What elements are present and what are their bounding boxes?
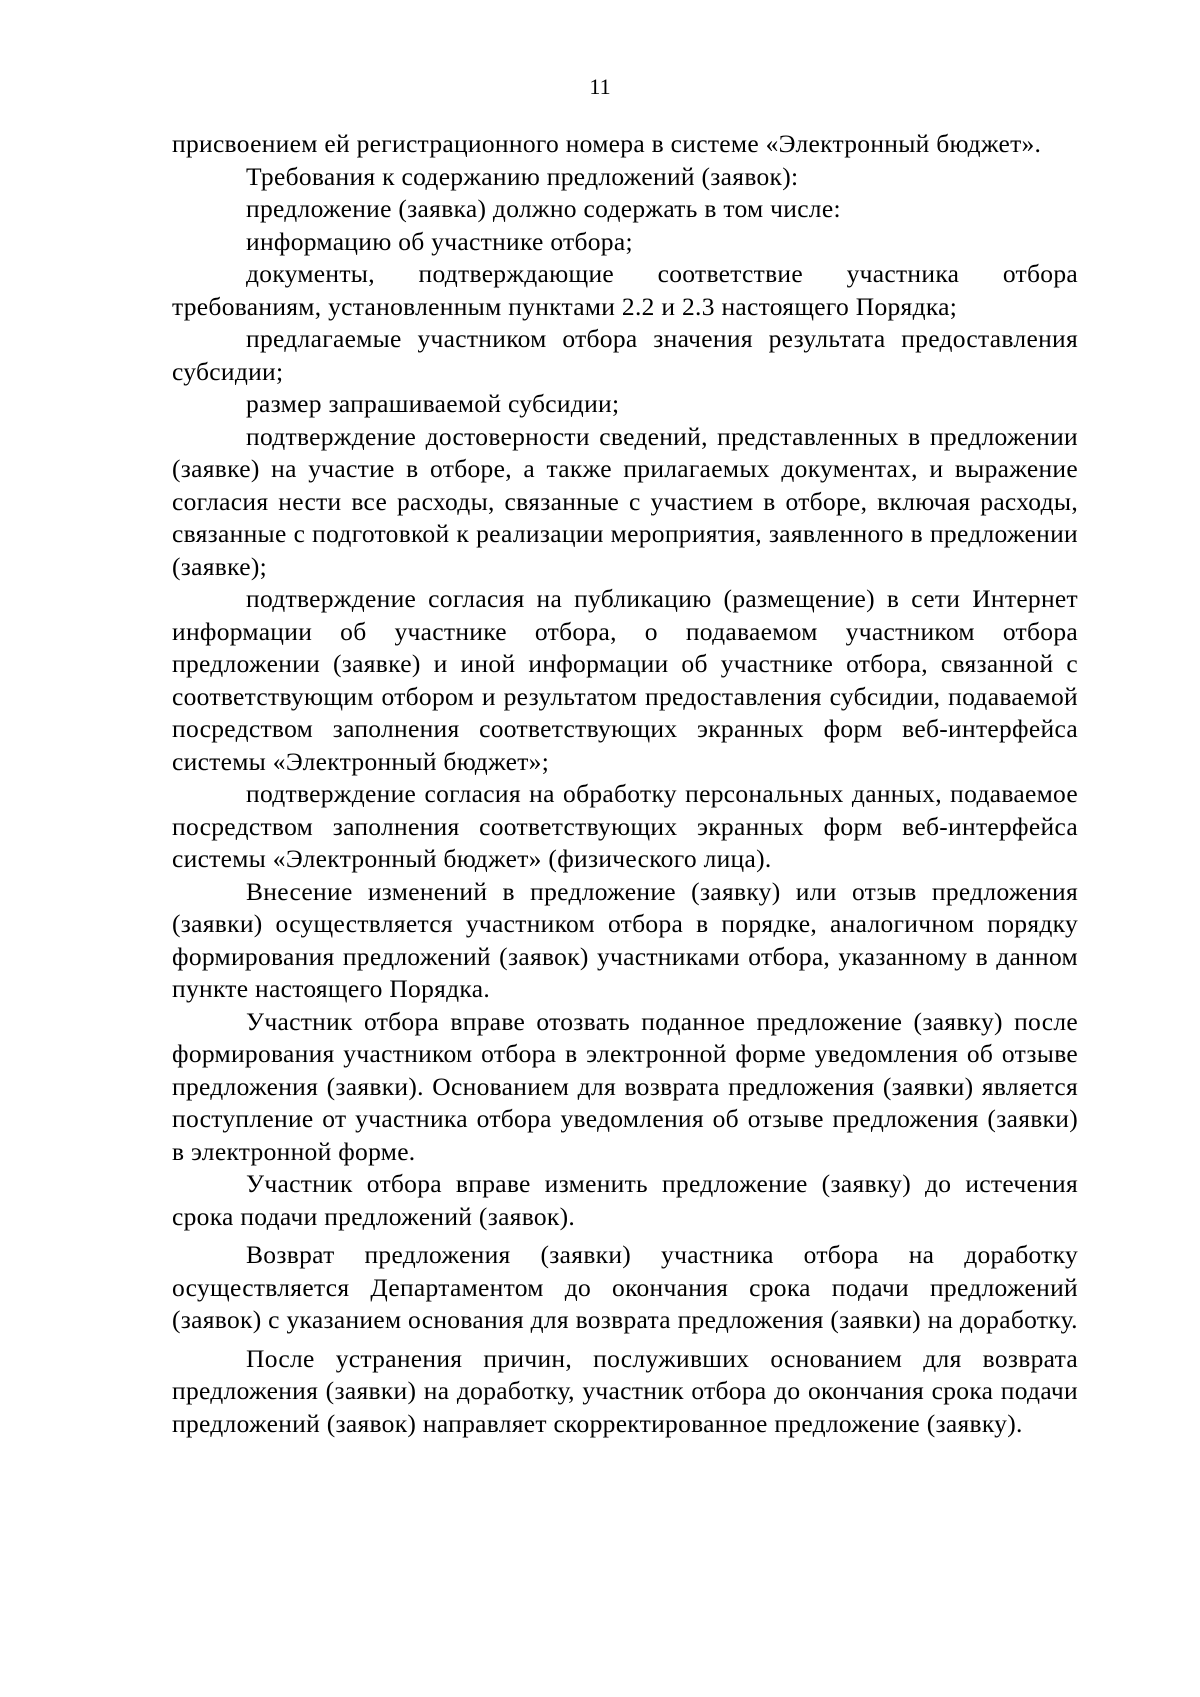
paragraph-requirements-heading: Требования к содержанию предложений (заявок): [246, 161, 799, 191]
paragraph-accuracy-confirmation: подтверждение достоверности сведений, представленных в предложении (заявке) на участие в отборе, а также прилагаемых документах, и выражение согласия нести все расходы, связанные с участием в отборе, включая расходы, связанные с подготовкой к реализации мероприятия, заявленного в предложении (заявке); [172, 421, 1078, 581]
page-number: 11 [589, 74, 611, 99]
paragraph-resubmission: После устранения причин, послуживших основанием для возврата предложения (заявки) на доработку, участник отбора до окончания срока подачи предложений (заявок) направляет скорректированное предложение (заявку). [172, 1343, 1078, 1438]
paragraph-subsidy-amount: размер запрашиваемой субсидии; [246, 389, 620, 418]
paragraph-continuation: присвоением ей регистрационного номера в системе «Электронный бюджет». [172, 129, 1042, 158]
document-body [172, 128, 1078, 1440]
paragraph-application-withdrawal: Участник отбора вправе отозвать поданное предложение (заявку) после формирования участником отбора в электронной форме уведомления об отзыве предложения (заявки). Основанием для возврата предложения (заявки) является поступление от участника отбора уведомления об отзыве предложения (заявки) в электронной форме. [172, 1006, 1078, 1166]
paragraph-application-contents: предложение (заявка) должно содержать в том числе: [246, 194, 841, 223]
paragraph-result-values: предлагаемые участником отбора значения результата предоставления субсидии; [172, 324, 1078, 386]
paragraph-publication-consent: подтверждение согласия на публикацию (размещение) в сети Интернет информации об участнике отбора, о подаваемом участником отбора предложении (заявке) и иной информации об участнике отбора, связанной с соответствующим отбором и результатом предоставления субсидии, подаваемой посредством заполнения соответствующих экранных форм веб-интерфейса системы «Электронный бюджет»; [172, 584, 1078, 776]
paragraph-application-changes: Внесение изменений в предложение (заявку) или отзыв предложения (заявки) осуществляется участником отбора в порядке, аналогичном порядку формирования предложений (заявок) участниками отбора, указанному в данном пункте настоящего Порядка. [172, 876, 1078, 1003]
paragraph-compliance-documents: документы, подтверждающие соответствие участника отбора требованиям, установленным пунктами 2.2 и 2.3 настоящего Порядка; [172, 259, 1078, 321]
paragraph-personal-data-consent: подтверждение согласия на обработку персональных данных, подаваемое посредством заполнения соответствующих экранных форм веб-интерфейса системы «Электронный бюджет» (физического лица). [172, 779, 1078, 873]
paragraph-participant-info: информацию об участнике отбора; [246, 226, 633, 256]
paragraph-application-modification: Участник отбора вправе изменить предложение (заявку) до истечения срока подачи предложений (заявок). [172, 1169, 1078, 1231]
paragraph-return-for-revision: Возврат предложения (заявки) участника отбора на доработку осуществляется Департаментом до окончания срока подачи предложений (заявок) с указанием основания для возврата предложения (заявки) на доработку. [172, 1240, 1078, 1334]
